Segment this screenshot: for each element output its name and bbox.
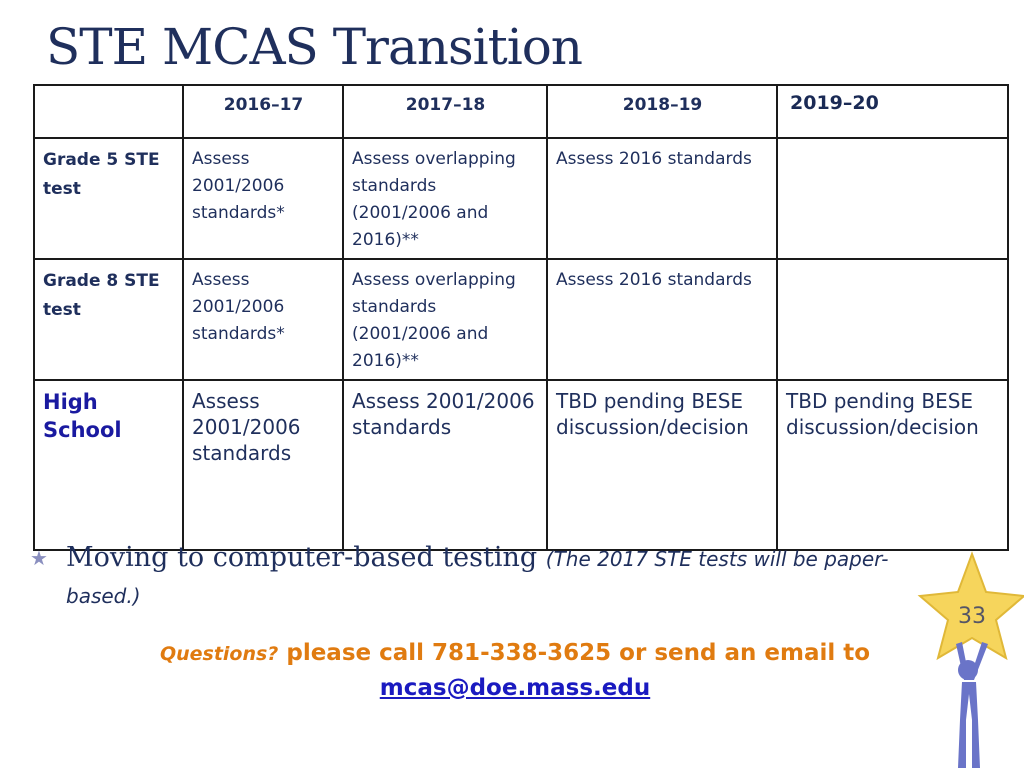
questions-label: Questions? xyxy=(159,643,279,665)
header-empty xyxy=(34,85,183,138)
table-cell xyxy=(777,259,1008,380)
contact-text: please call 781-338-3625 or send an email to xyxy=(286,640,871,666)
header-2018-19: 2018–19 xyxy=(547,85,777,138)
table-cell: Assess overlapping standards (2001/2006 and 2016)** xyxy=(343,138,547,259)
bullet-text xyxy=(66,540,930,614)
star-person-icon xyxy=(916,548,1024,768)
table-cell: Assess 2001/2006 standards xyxy=(343,380,547,550)
table-cell: Assess 2001/2006 standards xyxy=(183,380,343,550)
table-cell: TBD pending BESE discussion/decision xyxy=(777,380,1008,550)
email-link[interactable]: mcas@doe.mass.edu xyxy=(379,675,651,701)
transition-table xyxy=(33,84,1009,551)
table-cell xyxy=(777,138,1008,259)
header-2019-20: 2019–20 xyxy=(777,85,1008,138)
table-row xyxy=(34,259,1008,380)
bullet-main: Moving to computer-based testing xyxy=(66,542,538,573)
header-2017-18: 2017–18 xyxy=(343,85,547,138)
star-bullet-icon: ★ xyxy=(30,546,48,570)
table-cell: Assess 2016 standards xyxy=(547,259,777,380)
table-cell: Assess 2016 standards xyxy=(547,138,777,259)
row-label-high-school: High School xyxy=(34,380,183,550)
page-number: 33 xyxy=(958,604,986,629)
table-cell: Assess 2001/2006 standards* xyxy=(183,138,343,259)
table-row xyxy=(34,138,1008,259)
bullet-item xyxy=(30,540,930,614)
bullet-note: (The 2017 STE tests will be paper-based.) xyxy=(66,547,889,608)
contact-info xyxy=(120,636,910,705)
header-2016-17: 2016–17 xyxy=(183,85,343,138)
slide-title: STE MCAS Transition xyxy=(46,18,583,76)
row-label-grade8: Grade 8 STE test xyxy=(34,259,183,380)
row-label-grade5: Grade 5 STE test xyxy=(34,138,183,259)
table-cell: TBD pending BESE discussion/decision xyxy=(547,380,777,550)
header-row xyxy=(34,85,1008,138)
table-row xyxy=(34,380,1008,550)
table-cell: Assess overlapping standards (2001/2006 and 2016)** xyxy=(343,259,547,380)
table-cell: Assess 2001/2006 standards* xyxy=(183,259,343,380)
